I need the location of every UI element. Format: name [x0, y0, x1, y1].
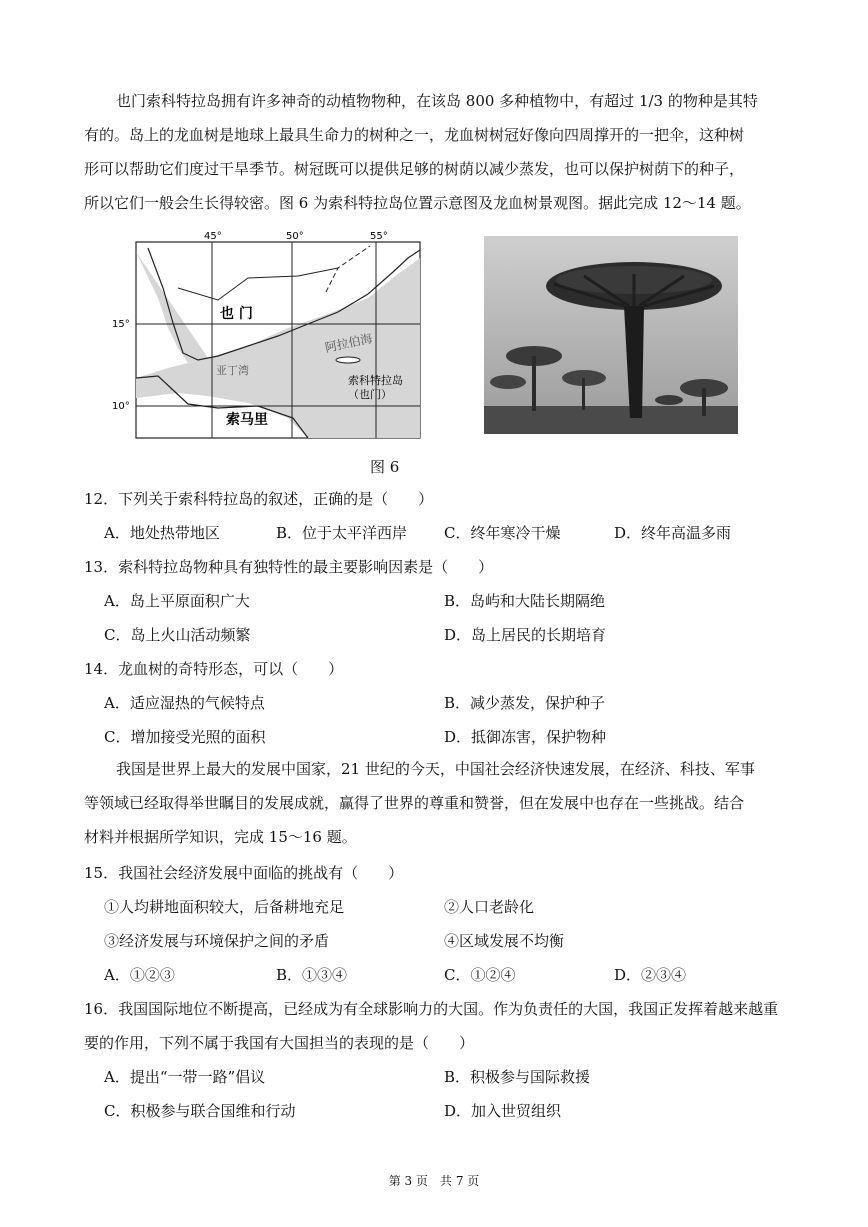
q15-option-c: C．①②④	[444, 966, 516, 984]
q16-option-b: B．积极参与国际救援	[444, 1068, 591, 1086]
somalia-label: 索马里	[226, 412, 268, 428]
passage-1	[84, 84, 784, 220]
q15-item-4: ④区域发展不均衡	[444, 932, 565, 950]
q15-item-2: ②人口老龄化	[444, 898, 535, 916]
q13-option-a: A．岛上平原面积广大	[104, 592, 250, 610]
socotra-country-label: （也门）	[348, 388, 392, 401]
lon-label: 45°	[204, 231, 222, 242]
passage-line: 等领域已经取得举世瞩目的发展成就，赢得了世界的尊重和赞誉，但在发展中也存在一些挑战。结合	[84, 794, 745, 812]
q16-option-c: C．积极参与联合国维和行动	[104, 1102, 296, 1120]
lat-label: 15°	[112, 319, 130, 330]
lon-label: 55°	[370, 231, 388, 242]
q15-option-d: D．②③④	[614, 966, 687, 984]
question-12-stem: 12．下列关于索科特拉岛的叙述，正确的是（ ）	[84, 490, 434, 508]
q15-option-b: B．①③④	[276, 966, 348, 984]
question-16-stem-line-1: 16．我国国际地位不断提高，已经成为有全球影响力的大国。作为负责任的大国，我国正发挥着越来越重	[84, 1000, 779, 1018]
socotra-label: 索科特拉岛	[348, 374, 403, 387]
q15-option-a: A．①②③	[104, 966, 175, 984]
figure-caption: 图 6	[370, 458, 400, 476]
passage-line: 形可以帮助它们度过干旱季节。树冠既可以提供足够的树荫以减少蒸发，也可以保护树荫下的种子，	[84, 160, 745, 178]
gulf-of-aden-label: 亚丁湾	[216, 364, 249, 377]
socotra-location-map	[108, 228, 428, 442]
q12-option-b: B．位于太平洋西岸	[276, 524, 408, 542]
lon-label: 50°	[286, 231, 304, 242]
q14-option-c: C．增加接受光照的面积	[104, 728, 266, 746]
q15-item-3: ③经济发展与环境保护之间的矛盾	[104, 932, 330, 950]
arabian-sea-label: 阿拉伯海	[323, 331, 374, 355]
q12-option-c: C．终年寒冷干燥	[444, 524, 561, 542]
q12-option-d: D．终年高温多雨	[614, 524, 732, 542]
question-15-stem: 15．我国社会经济发展中面临的挑战有（ ）	[84, 864, 404, 882]
q15-item-1: ①人均耕地面积较大，后备耕地充足	[104, 898, 345, 916]
q13-option-c: C．岛上火山活动频繁	[104, 626, 251, 644]
passage-line: 也门索科特拉岛拥有许多神奇的动植物物种，在该岛 800 多种植物中，有超过 1/3 的物种是其特	[116, 92, 758, 110]
passage-line: 有的。岛上的龙血树是地球上最具生命力的树种之一，龙血树树冠好像向四周撑开的一把伞，这种树	[84, 126, 745, 144]
passage-2	[84, 752, 784, 854]
q14-option-a: A．适应湿热的气候特点	[104, 694, 265, 712]
page-footer: 第 3 页 共 7 页	[388, 1174, 480, 1188]
q13-option-b: B．岛屿和大陆长期隔绝	[444, 592, 606, 610]
yemen-label: 也 门	[220, 306, 253, 322]
q16-option-a: A．提出“一带一路”倡议	[104, 1068, 266, 1086]
question-16-stem-line-2: 要的作用，下列不属于我国有大国担当的表现的是（ ）	[84, 1034, 475, 1052]
passage-line: 我国是世界上最大的发展中国家，21 世纪的今天，中国社会经济快速发展，在经济、科技、军事	[116, 760, 755, 778]
q12-option-a: A．地处热带地区	[104, 524, 220, 542]
q14-option-d: D．抵御冻害，保护物种	[444, 728, 607, 746]
lat-label: 10°	[112, 401, 130, 412]
q16-option-d: D．加入世贸组织	[444, 1102, 562, 1120]
dragon-blood-tree-photo	[484, 236, 738, 434]
passage-line: 材料并根据所学知识，完成 15～16 题。	[84, 828, 357, 846]
question-13-stem: 13．索科特拉岛物种具有独特性的最主要影响因素是（ ）	[84, 558, 494, 576]
passage-line: 所以它们一般会生长得较密。图 6 为索科特拉岛位置示意图及龙血树景观图。据此完成 12～14 题。	[84, 194, 751, 212]
question-14-stem: 14．龙血树的奇特形态，可以（ ）	[84, 660, 344, 678]
q14-option-b: B．减少蒸发，保护种子	[444, 694, 606, 712]
q13-option-d: D．岛上居民的长期培育	[444, 626, 607, 644]
